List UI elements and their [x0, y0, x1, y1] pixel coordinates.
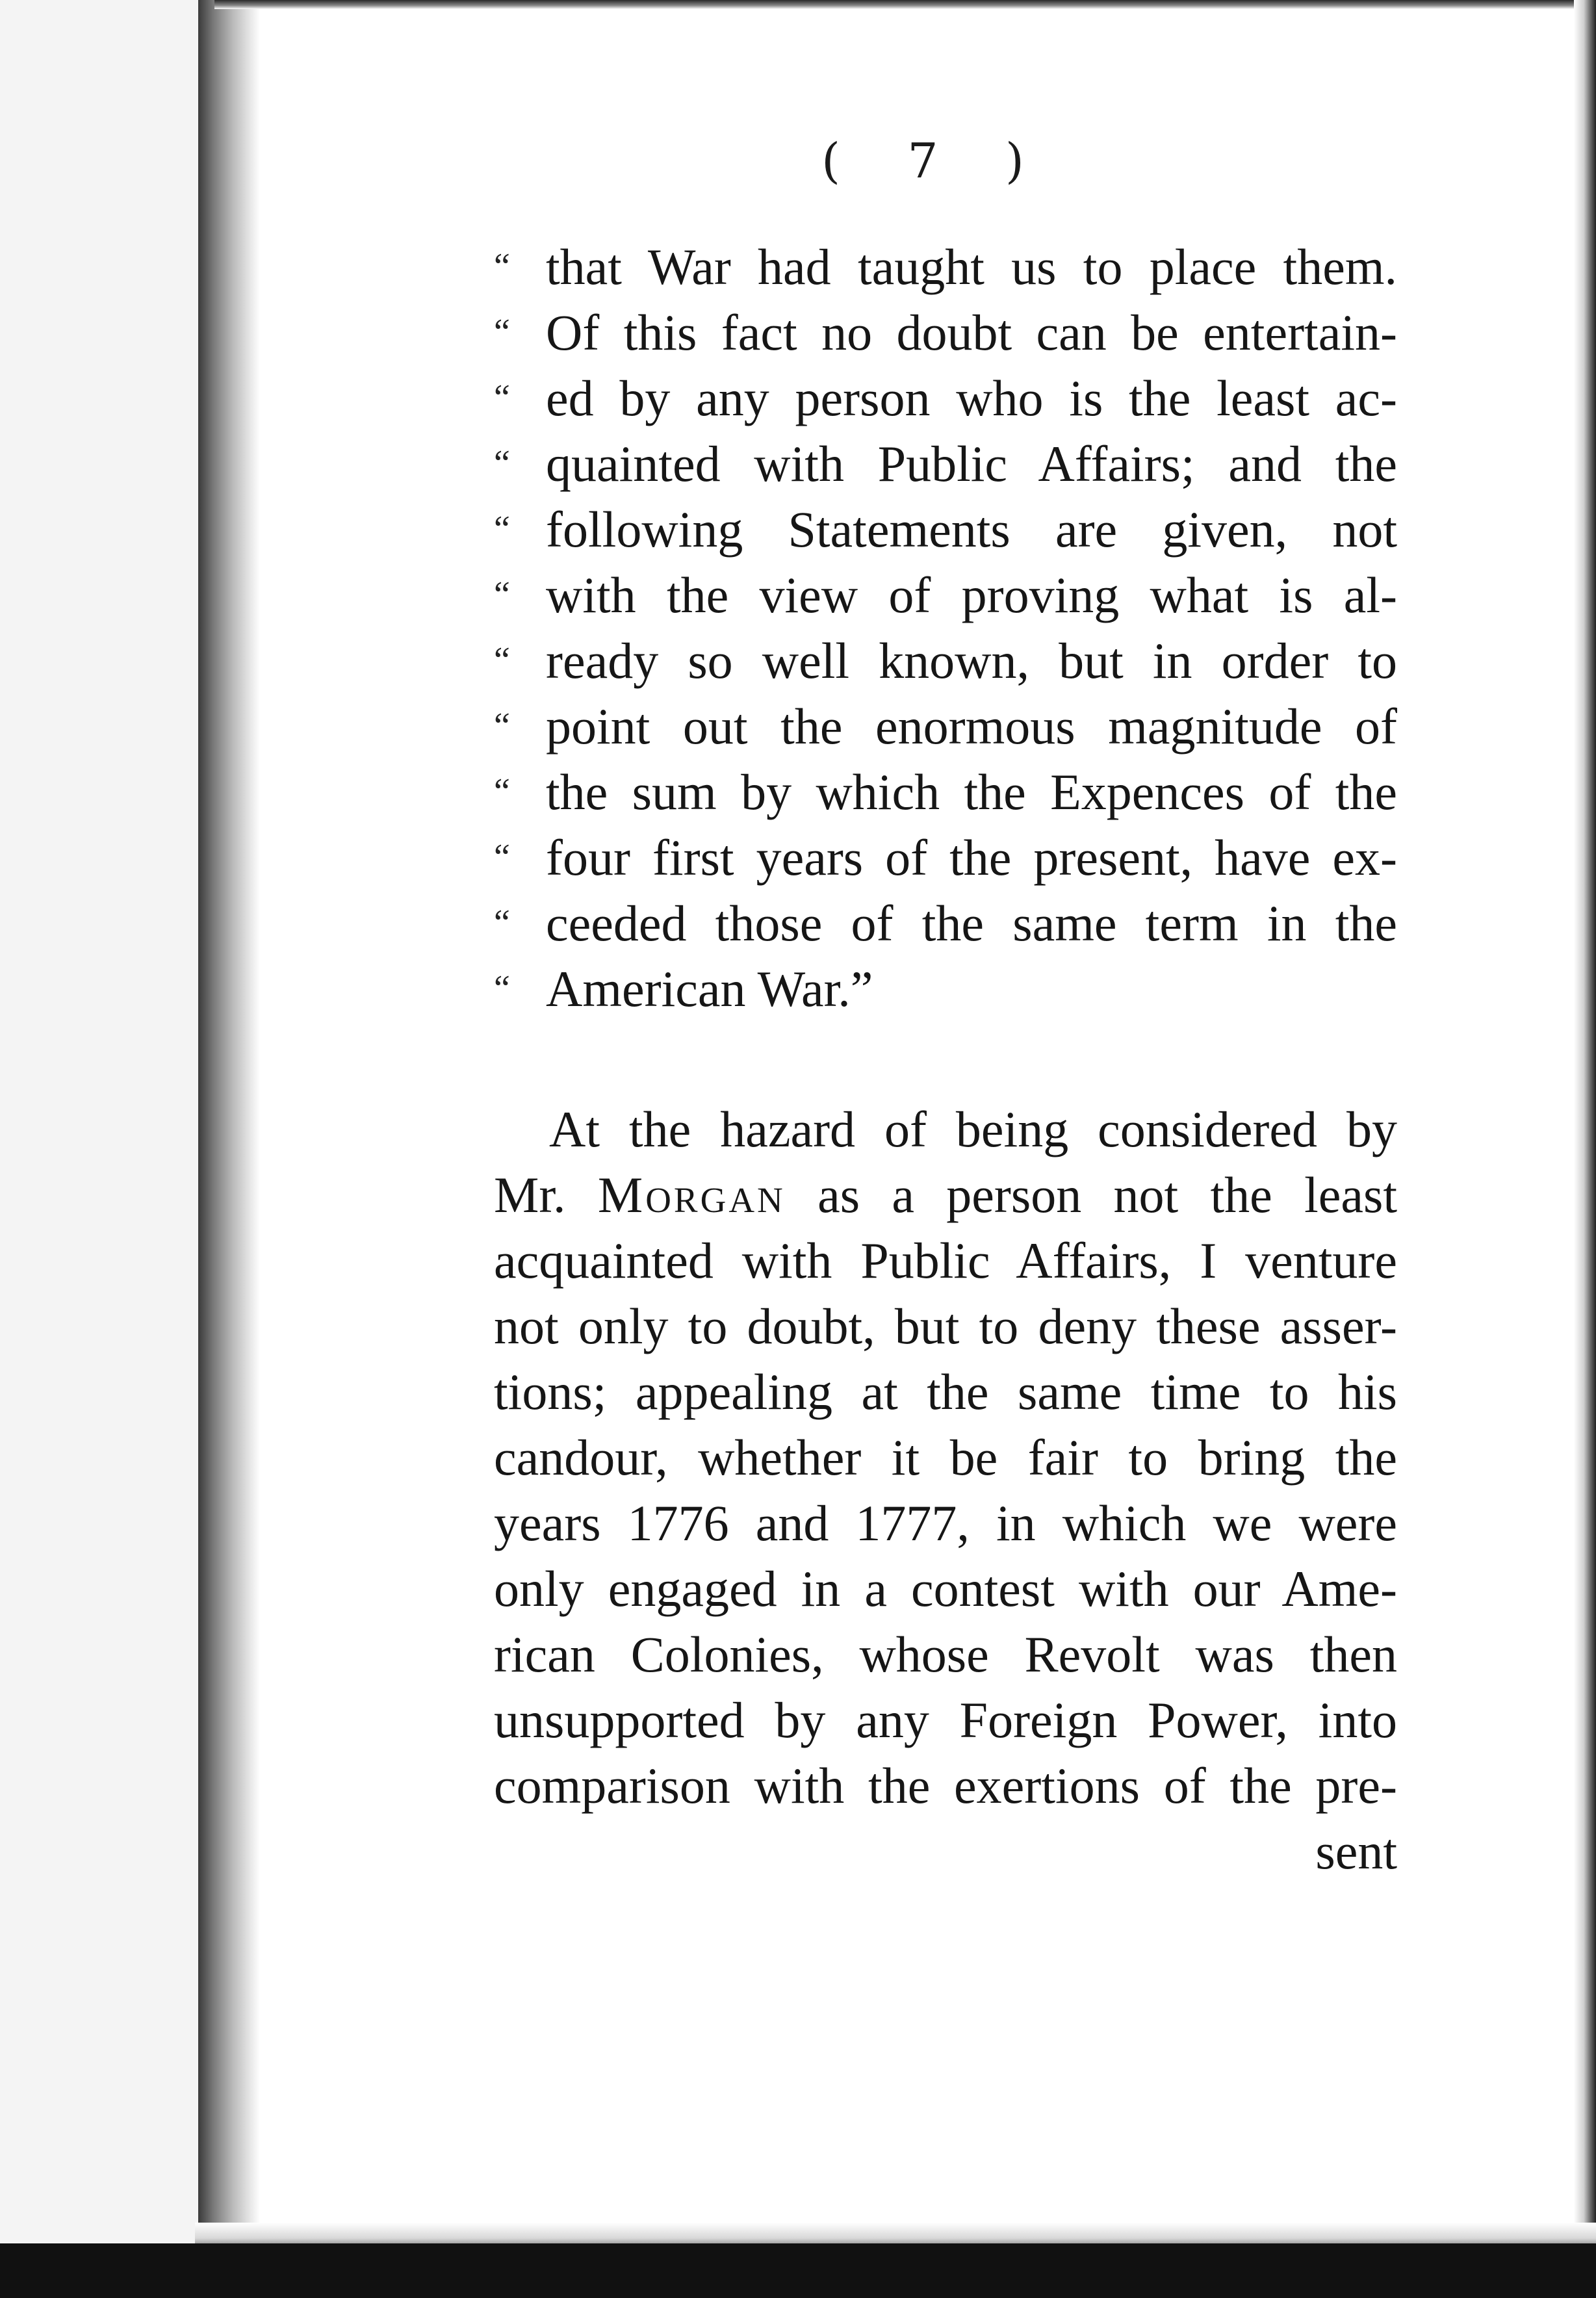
quote-mark: “: [494, 574, 510, 615]
quote-mark: “: [494, 443, 510, 484]
quote-mark: “: [494, 312, 510, 352]
catchword: sent: [1315, 1823, 1397, 1879]
quote-line-text: that War had taught us to place them.: [546, 239, 1397, 295]
quote-line: [494, 234, 1397, 300]
quote-mark: “: [494, 246, 510, 287]
paragraph-line: unsupported by any Foreign Power, into: [494, 1692, 1397, 1748]
facing-page-edge: [0, 0, 201, 2249]
paragraph-line: tions; appealing at the same time to his: [494, 1363, 1397, 1420]
quote-line-text: the sum by which the Expences of the: [546, 764, 1397, 820]
paragraph-line: years 1776 and 1777, in which we were: [494, 1495, 1397, 1551]
page-body: [494, 234, 1397, 1884]
quote-mark: “: [494, 706, 510, 746]
title-abbreviation: Mr.: [494, 1167, 566, 1223]
quote-line: [494, 365, 1397, 431]
paragraph-line: not only to doubt, but to deny these asser-: [494, 1298, 1397, 1354]
quote-line-text: with the view of proving what is al-: [546, 567, 1397, 623]
quote-line: [494, 628, 1397, 693]
paragraph-line: only engaged in a contest with our Ame-: [494, 1560, 1397, 1617]
paragraph-line-text: as a person not the least: [817, 1167, 1398, 1223]
paragraph-line: comparison with the exertions of the pre-: [494, 1757, 1397, 1814]
quote-mark: “: [494, 968, 510, 1009]
paragraph-line: rican Colonies, whose Revolt was then: [494, 1626, 1397, 1683]
quote-line-text: point out the enormous magnitude of: [546, 698, 1397, 755]
scan-bottom-border: [0, 2243, 1596, 2298]
quote-line-text: ceeded those of the same term in the: [546, 895, 1397, 951]
quote-line: [494, 431, 1397, 497]
person-name: Morgan: [597, 1167, 786, 1223]
page-top-edge: [214, 0, 1596, 9]
quote-line-text: quainted with Public Affairs; and the: [546, 435, 1397, 492]
body-paragraph: [494, 1096, 1397, 1884]
book-gutter-shadow: [198, 0, 260, 2236]
quote-line: [494, 300, 1397, 365]
quote-mark: “: [494, 509, 510, 549]
paragraph-line: At the hazard of being considered by: [549, 1101, 1397, 1157]
quote-line: [494, 562, 1397, 628]
quote-line-text: ready so well known, but in order to: [546, 632, 1397, 689]
page-right-edge: [1574, 0, 1596, 2262]
quoted-passage: [494, 234, 1397, 1022]
quote-mark: “: [494, 640, 510, 680]
quote-line-text: following Statements are given, not: [546, 501, 1397, 558]
paragraph-line: candour, whether it be fair to bring the: [494, 1429, 1397, 1486]
quote-line-text: ed by any person who is the least ac-: [546, 370, 1397, 426]
quote-line: [494, 759, 1397, 825]
quote-line: [494, 693, 1397, 759]
page-number: ( 7 ): [821, 133, 1050, 189]
quote-mark: “: [494, 837, 510, 877]
quote-mark: “: [494, 903, 510, 943]
quote-mark: “: [494, 378, 510, 418]
quote-line-text: four first years of the present, have ex-: [546, 829, 1397, 886]
quote-line-text: American War.”: [546, 961, 873, 1017]
quote-line: [494, 956, 1397, 1022]
quote-line: [494, 825, 1397, 890]
quote-line: [494, 497, 1397, 562]
quote-mark: “: [494, 771, 510, 812]
paragraph-line: [494, 1162, 1397, 1228]
quote-line: [494, 890, 1397, 956]
paragraph-line: acquainted with Public Affairs, I venture: [494, 1232, 1397, 1289]
quote-line-text: Of this fact no doubt can be entertain-: [546, 304, 1397, 361]
